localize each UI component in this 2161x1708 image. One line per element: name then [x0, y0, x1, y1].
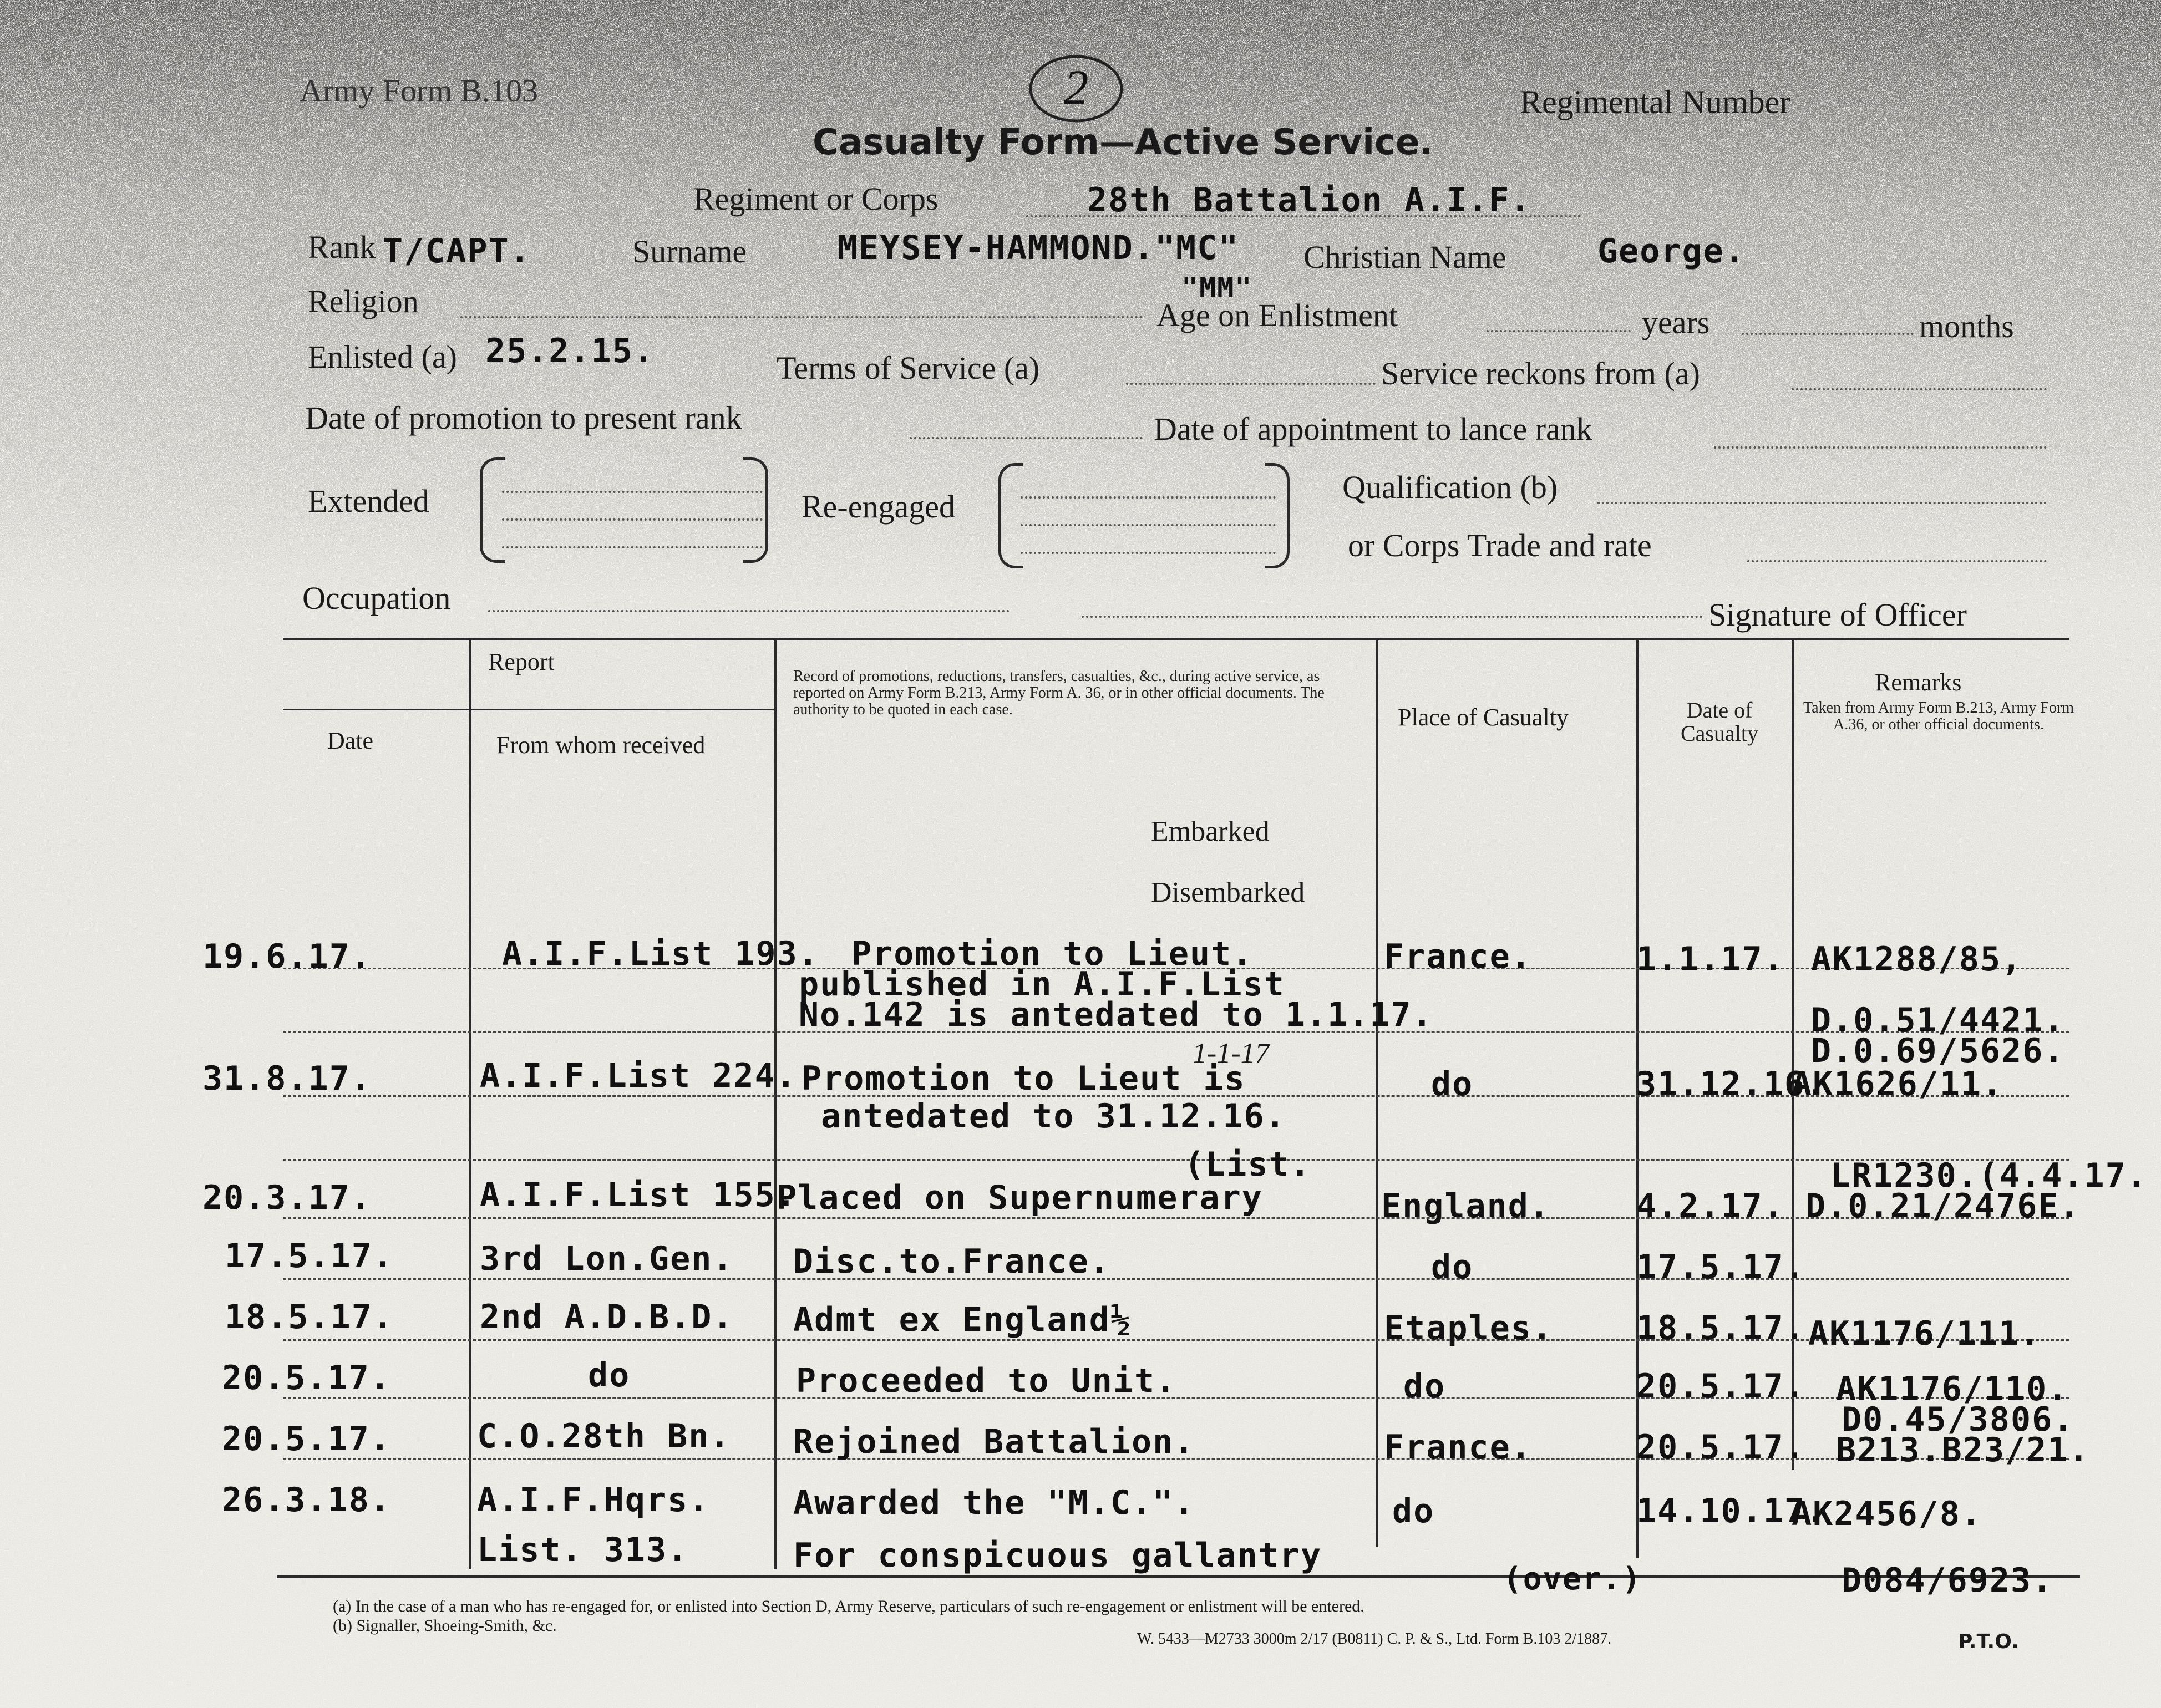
row3-casualty-date: 4.2.17.: [1636, 1187, 1784, 1226]
row3-remarks-2: D.0.21/2476E.: [1805, 1187, 2081, 1226]
row3-from: A.I.F.List 155.: [480, 1176, 797, 1214]
row7-remarks-1: B213.B23/21.: [1836, 1431, 2090, 1470]
row4-record-line1: Disc.to.France.: [793, 1242, 1110, 1281]
row2-remarks-1: AK1626/11.: [1792, 1065, 2003, 1104]
re-engaged-label: Re-engaged: [802, 489, 955, 525]
extended-brace-left: [480, 458, 505, 563]
row1-record-line3: No.142 is antedated to 1.1.17.: [799, 995, 1433, 1034]
table-bottom-rule: [277, 1575, 2080, 1578]
col-from-header: From whom received: [496, 731, 706, 759]
regiment-label: Regiment or Corps: [693, 181, 939, 217]
extended-label: Extended: [308, 483, 430, 519]
row3-date: 20.3.17.: [202, 1178, 372, 1217]
row3-place: England.: [1381, 1187, 1550, 1226]
row4-date: 17.5.17.: [225, 1237, 394, 1275]
col-divider-2: [774, 638, 777, 1569]
service-reckons-label: Service reckons from (a): [1381, 355, 1700, 392]
row5-from: 2nd A.D.B.D.: [480, 1298, 734, 1336]
footnote-a: (a) In the case of a man who has re-engaged for, or enlisted into Section D, Army Reserve, particulars of such re-engagement or enlistment will be entered.: [333, 1597, 1364, 1615]
row7-from: C.O.28th Bn.: [477, 1417, 731, 1456]
table-top-rule: [283, 638, 2069, 640]
over-note: (over.): [1503, 1561, 1642, 1597]
row1-remarks-1: AK1288/85,: [1811, 940, 2023, 979]
row6-from: do: [588, 1356, 631, 1395]
row1-from: A.I.F.List 193.: [502, 934, 819, 973]
row8-remarks-1: AK2456/8.: [1792, 1494, 1982, 1533]
row9-record-line1: For conspicuous gallantry: [793, 1536, 1322, 1575]
embarked-label: Embarked: [1151, 816, 1270, 847]
col-report-header: Report: [488, 648, 555, 675]
form-title: Casualty Form—Active Service.: [813, 122, 1433, 163]
row8-from: A.I.F.Hqrs.: [477, 1481, 710, 1519]
printer-line: W. 5433—M2733 3000m 2/17 (B0811) C. P. & S., Ltd. Form B.103 2/1887.: [1137, 1630, 1612, 1648]
regimental-number-label: Regimental Number: [1520, 84, 1791, 120]
surname-value: MEYSEY-HAMMOND."MC": [838, 228, 1240, 267]
col-divider-1: [469, 638, 471, 1569]
row7-record-line1: Rejoined Battalion.: [793, 1422, 1195, 1461]
row7-place: France.: [1384, 1428, 1532, 1467]
row8-date: 26.3.18.: [222, 1481, 391, 1519]
row1-date: 19.6.17.: [202, 937, 372, 976]
disembarked-label: Disembarked: [1151, 877, 1305, 908]
row9-from: List. 313.: [477, 1531, 689, 1569]
row7-casualty-date: 20.5.17.: [1636, 1428, 1805, 1467]
row2-from: A.I.F.List 224.: [480, 1056, 797, 1095]
svg-text:2: 2: [1063, 60, 1089, 115]
surname-label: Surname: [632, 233, 747, 270]
row6-remarks-1: AK1176/110.: [1836, 1370, 2069, 1409]
row8-casualty-date: 14.10.17.: [1636, 1492, 1827, 1531]
terms-of-service-label: Terms of Service (a): [777, 350, 1040, 386]
page-number-mark: [1026, 50, 1126, 128]
row5-casualty-date: 18.5.17.: [1636, 1309, 1805, 1348]
row1-record-line1: Promotion to Lieut.: [851, 934, 1254, 973]
col-date-header: Date: [327, 727, 374, 754]
row1-remarks-2: D.0.51/4421.: [1811, 1001, 2065, 1040]
years-label: years: [1642, 304, 1710, 340]
row1-record-line2: published in A.I.F.List: [799, 965, 1285, 1004]
age-on-enlistment-label: Age on Enlistment: [1156, 297, 1398, 333]
row3-remarks-1: LR1230.(4.4.17.: [1830, 1156, 2148, 1195]
row4-casualty-date: 17.5.17.: [1636, 1248, 1805, 1287]
row6-date: 20.5.17.: [222, 1359, 391, 1397]
row6-remarks-2: D0.45/3806.: [1842, 1400, 2074, 1439]
row8-place: do: [1392, 1492, 1435, 1531]
rank-label: Rank: [308, 229, 376, 265]
pto-mark: P.T.O.: [1958, 1630, 2019, 1653]
row2-place: do: [1431, 1065, 1474, 1104]
row7-date: 20.5.17.: [222, 1420, 391, 1458]
enlisted-value: 25.2.15.: [485, 332, 655, 370]
christian-name-value: George.: [1597, 232, 1746, 271]
row2-date: 31.8.17.: [202, 1059, 372, 1098]
occupation-label: Occupation: [302, 580, 451, 616]
row2-casualty-date: 31.12.16.: [1636, 1065, 1827, 1104]
extended-brace-right: [743, 458, 768, 563]
row3-record-line1: Placed on Supernumerary: [777, 1178, 1263, 1217]
months-label: months: [1919, 308, 2014, 344]
christian-name-label: Christian Name: [1303, 239, 1506, 275]
row4-place: do: [1431, 1248, 1474, 1287]
row2-record-line1: Promotion to Lieut is: [802, 1059, 1246, 1098]
col-remarks-header: Remarks: [1875, 669, 1962, 696]
row6-casualty-date: 20.5.17.: [1636, 1367, 1805, 1406]
col-divider-3: [1376, 638, 1378, 1547]
col-casualty-date-header: Date of Casualty: [1681, 698, 1758, 746]
row2-handwritten-date: 1-1-17: [1193, 1038, 1270, 1069]
signature-of-officer-label: Signature of Officer: [1708, 597, 1967, 633]
enlisted-label: Enlisted (a): [308, 339, 457, 375]
row5-remarks-1: AK1176/111.: [1808, 1314, 2041, 1353]
rank-value: T/CAPT.: [383, 232, 531, 271]
footnote-b: (b) Signaller, Shoeing-Smith, &c.: [333, 1616, 557, 1635]
row5-place: Etaples.: [1384, 1309, 1553, 1348]
reengaged-brace-left: [998, 463, 1023, 568]
religion-label: Religion: [308, 283, 419, 319]
row4-from: 3rd Lon.Gen.: [480, 1239, 734, 1278]
col-remarks-subheader: Taken from Army Form B.213, Army Form A.36, or other official documents.: [1803, 699, 2074, 733]
qualification-label: Qualification (b): [1342, 469, 1558, 505]
row5-date: 18.5.17.: [225, 1298, 394, 1336]
row1-remarks-3: D.0.69/5626.: [1811, 1031, 2065, 1070]
row6-record-line1: Proceeded to Unit.: [796, 1361, 1177, 1400]
col-place-header: Place of Casualty: [1398, 704, 1569, 731]
honour-mm: "MM": [1181, 272, 1253, 304]
reengaged-brace-right: [1265, 463, 1290, 568]
col-record-header: Record of promotions, reductions, transfers, casualties, &c., during active service, as reported on Army Form B.213, Army Form A. 36, or in other official documents. The authority to be quoted in each case.: [793, 668, 1325, 718]
row2-record-line2: antedated to 31.12.16.: [821, 1097, 1286, 1136]
row3-record-list-note: (List.: [1184, 1145, 1311, 1184]
row8-record-line1: Awarded the "M.C.".: [793, 1483, 1195, 1522]
lance-rank-label: Date of appointment to lance rank: [1154, 411, 1592, 447]
report-subheader-rule: [283, 709, 774, 710]
row6-place: do: [1403, 1367, 1446, 1406]
promotion-date-label: Date of promotion to present rank: [305, 400, 742, 436]
form-number: Army Form B.103: [300, 73, 539, 109]
row5-record-line1: Admt ex England½: [793, 1300, 1132, 1339]
regiment-value: 28th Battalion A.I.F.: [1087, 181, 1531, 220]
corps-trade-label: or Corps Trade and rate: [1348, 527, 1652, 563]
row1-place: France.: [1384, 937, 1532, 976]
row1-casualty-date: 1.1.17.: [1636, 940, 1784, 979]
row9-remarks-1: D084/6923.: [1842, 1561, 2053, 1600]
